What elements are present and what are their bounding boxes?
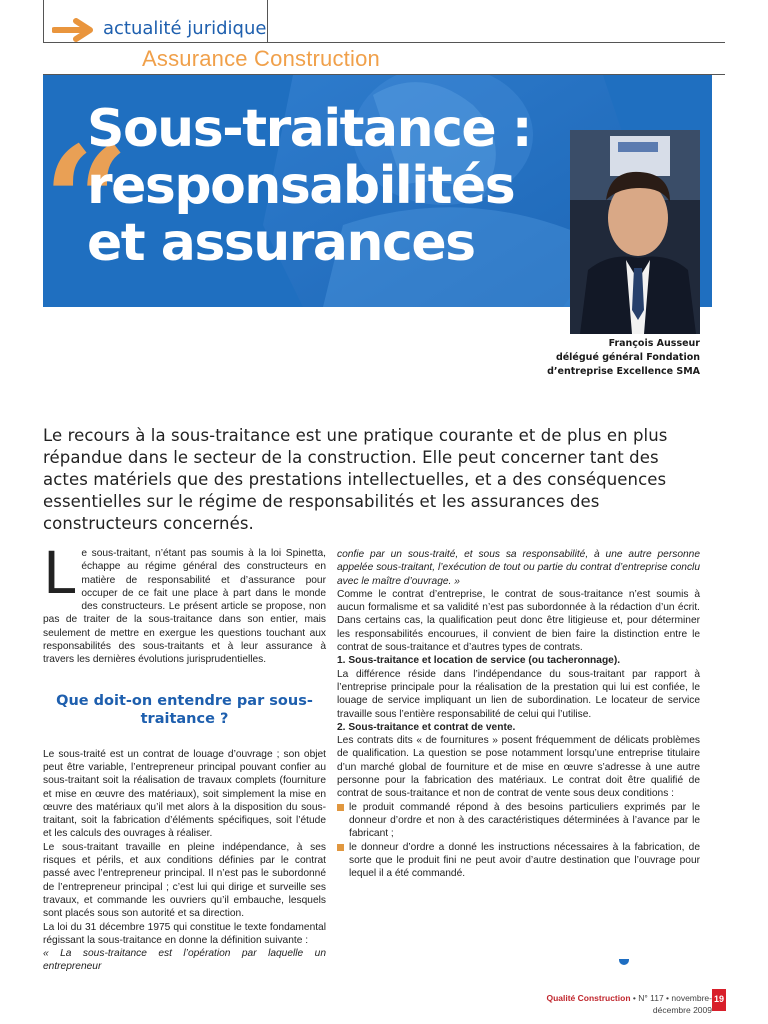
caption-name: François Ausseur [608, 338, 700, 349]
list-item [337, 841, 700, 881]
lead-paragraph: e sous-traitant, n’étant pas soumis à la loi Spinetta, échappe au régime général des constructeurs en matière de responsabilité et d’assurance pour occuper de ce fait une place à part dans le monde des constructeurs. Le présent article se propose, non pas de traiter de la sous-traitance dans son entier, mais seulement de mettre en exergue les questions touchant aux responsabilités des sous-traitants et à leur assurance à travers les dernières évolutions jurisprudentielles. [43, 548, 326, 666]
body-paragraph: La différence réside dans l’indépendance du sous-traitant par rapport à l’entreprise principale pour la réalisation de la prestation qui lui est confiée, le louage de service impliquant un lien de subordination. Le locateur de service travaille sous l’entière responsabilité de celui qui l’utilise. [337, 668, 700, 720]
list-item [337, 801, 700, 841]
section-subheading: Que doit-on entendre par sous-traitance ? [56, 692, 313, 727]
quote-paragraph: « La sous-traitance est l’opération par laquelle un entrepreneur [43, 948, 326, 973]
body-paragraph: Le sous-traitant travaille en pleine indépendance, à ses risques et périls, et aux conditions définies par le contrat passé avec l’entrepreneur principal. Il n’est pas le subordonné de l’entrepreneur principal ; c’est lui qui dirige et surveille ses travaux, et commande les ouvriers qu’il embauche, lesquels sont placés sous son autorité et sa direction. [43, 841, 326, 920]
quote-paragraph: confie par un sous-traité, et sous sa responsabilité, à une autre personne appelée sous-traitant, l’exécution de tout ou partie du contrat d’entreprise conclu avec le maître d’ouvrage. » [337, 549, 700, 587]
header-rule-vertical-left [43, 0, 44, 42]
quote-mark: “ [43, 114, 130, 290]
portrait-image [570, 130, 700, 334]
body-paragraph: Comme le contrat d’entreprise, le contrat de sous-traitance n’est soumis à aucun formalisme et sa validité n’est pas subordonnée à la rédaction d’un écrit. Dans certains cas, la qualification peut donc être litigieuse et, pour déterminer les responsabilités encourues, il convient de bien faire la distinction entre le contrat de sous-traitance et d’autres types de contrats. [337, 588, 700, 654]
list-item-text: le produit commandé répond à des besoins particuliers exprimés par le donneur d’ordre et non à des caractéristiques déterminées à l’avance par le fabricant ; [349, 801, 700, 840]
numbered-heading: 1. Sous-traitance et location de service (ou tacheronnage). [337, 655, 621, 667]
body-paragraph: Le sous-traité est un contrat de louage d’ouvrage ; son objet peut être variable, l’entrepreneur principal pouvant confier au sous-traitant soit la réalisation de travaux complets (fourniture et mise en œuvre des matériaux), soit simplement la mise en œuvre des matériaux qu’il met alors à la disposition du sous-traitant, soit la fabrication d’éléments spécifiques, soit l’étude et les calculs des ouvrages à réaliser. [43, 748, 326, 840]
numbered-heading: 2. Sous-traitance et contrat de vente. [337, 721, 516, 733]
page-footer [522, 992, 712, 1016]
caption-organization: d’entreprise Excellence SMA [547, 366, 700, 377]
list-item-text: le donneur d’ordre a donné les instructions nécessaires à la fabrication, de sorte que le produit fini ne peut avoir d’autre destination que l’ouvrage pour lequel il a été commandé. [349, 841, 700, 880]
drop-cap: L [43, 539, 76, 607]
article-title: Sous-traitance : responsabilités et assurances [87, 99, 532, 273]
article-column-left [43, 539, 326, 974]
article-column-right [337, 548, 700, 880]
arrow-right-icon [52, 18, 96, 42]
page-number: 19 [712, 989, 726, 1011]
continuation-mark [619, 959, 629, 965]
square-bullet-icon [337, 844, 344, 851]
body-paragraph: Les contrats dits « de fournitures » posent fréquemment de délicats problèmes de qualification. La question se pose notamment lorsqu’une entreprise titulaire d’un marché global de fourniture et de mise en œuvre s’adresse à une autre personne pour la fabrication des matériaux. Le contrat doit être qualifié de contrat de sous-traitance et non de contrat de vente sous deux conditions : [337, 735, 700, 800]
intro-paragraph: Le recours à la sous-traitance est une pratique courante et de plus en plus répandue dans le secteur de la construction. Elle peut concerner tant des actes matériels que des prestations intellectuelles, et a des conséquences essentielles sur le régime de responsabilités et les assurances des constructeurs concernés. [43, 426, 668, 533]
subsection-label: Assurance Construction [142, 46, 380, 71]
author-photo [570, 130, 700, 334]
magazine-name: Qualité Construction [546, 993, 631, 1003]
body-paragraph: La loi du 31 décembre 1975 qui constitue le texte fondamental régissant la sous-traitance en donne la définition suivante : [43, 921, 326, 946]
header-rule-top [43, 42, 725, 43]
header-rule-vertical [267, 0, 268, 42]
issue-info: • N° 117 • novembre-décembre 2009 [630, 993, 712, 1015]
section-label: actualité juridique [103, 18, 267, 39]
square-bullet-icon [337, 804, 344, 811]
photo-caption [520, 337, 700, 379]
caption-role: délégué général Fondation [555, 352, 700, 363]
